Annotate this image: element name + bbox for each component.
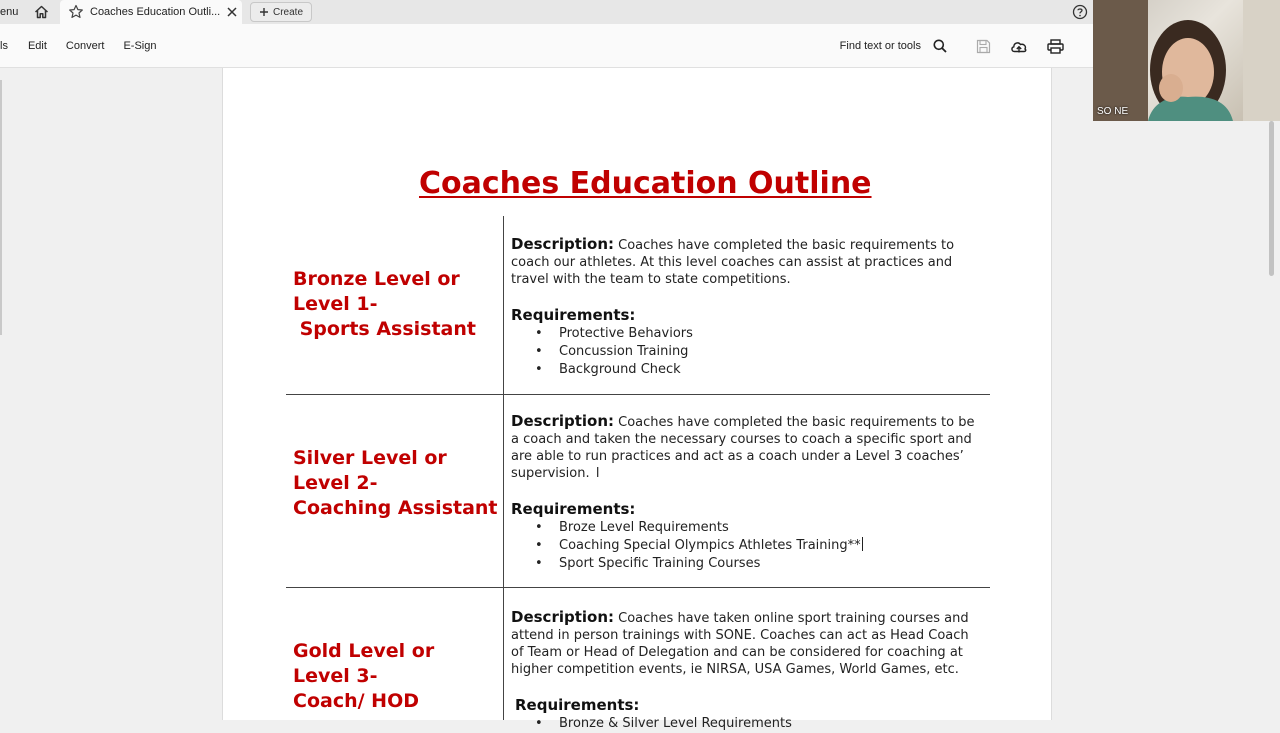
printer-icon [1047, 39, 1064, 54]
level-title-silver: Silver Level or Level 2- Coaching Assistant [293, 447, 498, 519]
cloud-upload-icon [1010, 39, 1028, 54]
create-label: Create [273, 6, 304, 18]
print-button[interactable] [1037, 28, 1073, 64]
description [511, 236, 983, 288]
requirements-label: Requirements: [511, 306, 636, 324]
star-icon[interactable] [68, 4, 84, 20]
document-title: Coaches Education Outline [419, 166, 872, 201]
requirements-label: Requirements: [511, 500, 636, 518]
toolbar-item-esign[interactable]: E-Sign [123, 39, 157, 52]
description-label: Description: [511, 235, 615, 253]
left-pane [0, 68, 222, 720]
requirements-label: Requirements: [515, 696, 640, 714]
requirements-list [535, 519, 983, 573]
ibeam-cursor-icon: I [595, 466, 600, 481]
list-item: • Sport Specific Training Courses [535, 555, 983, 573]
list-item: • Broze Level Requirements [535, 519, 983, 537]
list-item-text: Coaching Special Olympics Athletes Training** [559, 538, 861, 553]
toolbar-item-edit[interactable]: Edit [27, 39, 47, 52]
toolbar-item-convert[interactable]: Convert [65, 39, 105, 52]
list-item: • Protective Behaviors [535, 325, 983, 343]
level-cell-gold [511, 609, 983, 733]
table-vertical-divider [503, 216, 504, 720]
list-item: • Concussion Training [535, 343, 983, 361]
list-item: • Background Check [535, 361, 983, 379]
search-button[interactable] [929, 28, 951, 64]
level-title-bronze: Bronze Level or Level 1- Sports Assistant [293, 268, 476, 340]
text-caret [862, 537, 863, 551]
description-label: Description: [511, 608, 615, 626]
description-text: Coaches have taken online sport training courses and attend in person trainings with SONE. Coaches can act as Head Coach of Team or Head of Delegation and can be considered for coaching at higher competition events, ie NIRSA, USA Games, World Games, etc. [511, 611, 969, 677]
close-tab-button[interactable] [226, 4, 238, 20]
webcam-overlay [1093, 0, 1280, 121]
requirements-list [535, 325, 983, 379]
description-text: Coaches have completed the basic requirements to coach our athletes. At this level coaches can assist at practices and travel with the team to state competitions. [511, 238, 955, 287]
requirements-list [535, 715, 983, 733]
search-icon [933, 39, 947, 53]
toolbar [0, 24, 1093, 68]
home-icon [34, 5, 49, 19]
toolbar-item-tools[interactable]: ls [0, 39, 8, 52]
table-row-divider [286, 587, 990, 588]
table-row-divider [286, 394, 990, 395]
upload-button[interactable] [1001, 28, 1037, 64]
list-item [535, 537, 983, 555]
close-icon [227, 7, 237, 17]
description-text: Coaches have completed the basic requirements to be a coach and taken the necessary courses to coach a specific sport and are able to run practices and act as a coach under a Level 3 coaches’ supervision. [511, 415, 975, 481]
find-text-label[interactable]: Find text or tools [839, 40, 921, 52]
document-tab[interactable] [60, 0, 242, 24]
right-panel-background [1093, 121, 1280, 720]
level-cell-bronze [511, 236, 983, 379]
left-pane-divider[interactable] [0, 80, 2, 335]
document-tab-title: Coaches Education Outli... [90, 6, 221, 18]
webcam-name-label: SO NE [1097, 106, 1129, 117]
description [511, 609, 983, 678]
level-title-gold: Gold Level or Level 3- Coach/ HOD [293, 640, 435, 712]
description-label: Description: [511, 412, 615, 430]
save-button[interactable] [965, 28, 1001, 64]
webcam-person-illustration [1093, 0, 1280, 121]
create-button[interactable] [250, 2, 312, 22]
description [511, 413, 983, 482]
menu-tab[interactable]: enu [0, 6, 19, 18]
plus-icon [259, 7, 269, 17]
vertical-scrollbar-thumb[interactable] [1269, 121, 1274, 276]
save-icon [976, 39, 991, 54]
level-cell-silver [511, 413, 983, 573]
tab-bar [0, 0, 1093, 24]
help-button[interactable] [1071, 3, 1089, 21]
home-tab[interactable] [22, 0, 60, 24]
document-page [222, 68, 1052, 731]
list-item: • Bronze & Silver Level Requirements [535, 715, 983, 733]
help-icon [1072, 4, 1088, 20]
